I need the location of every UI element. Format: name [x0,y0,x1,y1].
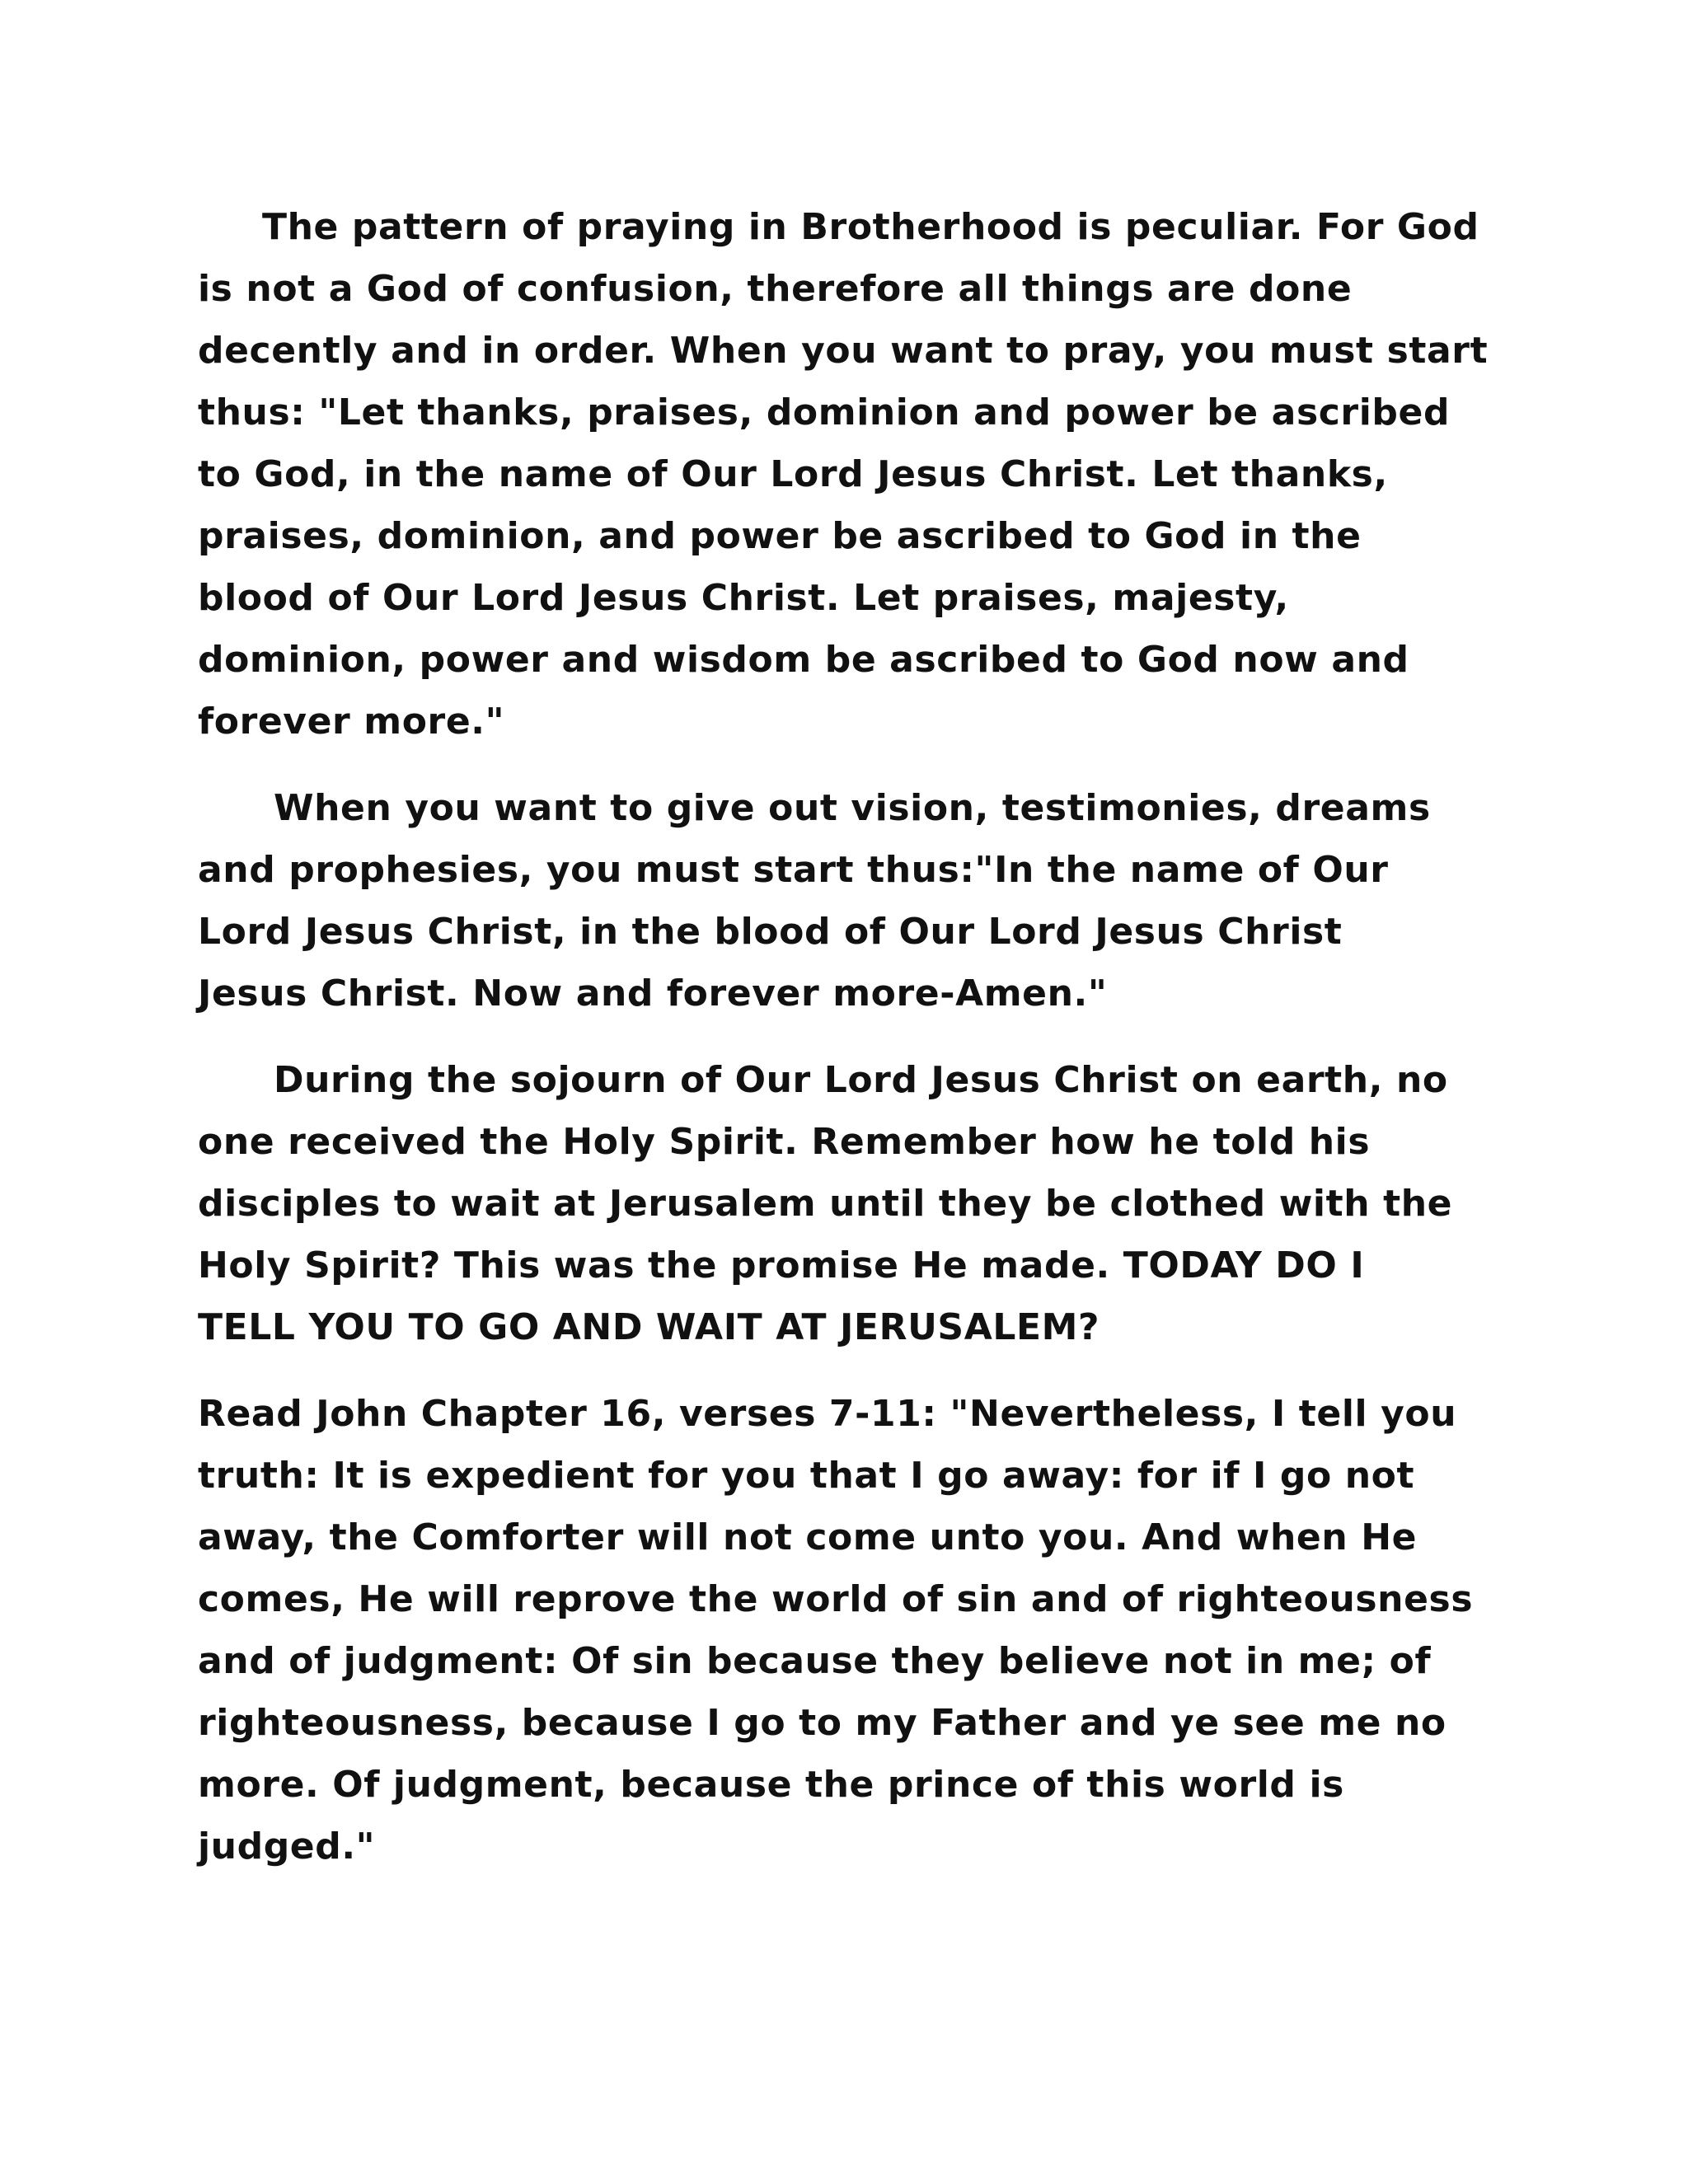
text-line: and of judgment: Of sin because they believe not in me; of [198,1640,1432,1682]
text-line: praises, dominion, and power be ascribed to God in the [198,515,1362,557]
text-line: Holy Spirit? This was the promise He made. TODAY DO I [198,1244,1365,1286]
text-line: forever more." [198,701,505,743]
text-line: righteousness, because I go to my Father and ye see me no [198,1702,1447,1744]
document-page [198,196,1489,1877]
text-line: dominion, power and wisdom be ascribed to God now and [198,639,1409,681]
text-line: and prophesies, you must start thus:"In the name of Our [198,849,1389,891]
text-line: truth: It is expedient for you that I go away: for if I go not [198,1455,1415,1497]
text-line: judged." [198,1825,376,1868]
text-line: The pattern of praying in Brotherhood is peculiar. For God [262,206,1479,248]
paragraph-holy-spirit [198,1049,1484,1358]
text-line: away, the Comforter will not come unto you. And when He [198,1516,1418,1558]
text-line: is not a God of confusion, therefore all things are done [198,268,1353,310]
text-line: Read John Chapter 16, verses 7-11: "Nevertheless, I tell you [198,1393,1457,1435]
text-line: comes, He will reprove the world of sin and of righteousness [198,1578,1474,1620]
paragraph-prayer-pattern [198,196,1489,752]
text-line: more. Of judgment, because the prince of this world is [198,1764,1344,1806]
text-line: one received the Holy Spirit. Remember how he told his [198,1121,1371,1163]
paragraph-visions [198,777,1484,1024]
paragraph-scripture-quote [198,1383,1484,1877]
text-line: blood of Our Lord Jesus Christ. Let praises, majesty, [198,577,1289,619]
text-line: decently and in order. When you want to pray, you must start [198,330,1489,372]
text-line: During the sojourn of Our Lord Jesus Christ on earth, no [274,1059,1448,1101]
text-line: to God, in the name of Our Lord Jesus Christ. Let thanks, [198,453,1388,495]
text-line: Lord Jesus Christ, in the blood of Our Lord Jesus Christ [198,911,1343,953]
text-line: thus: "Let thanks, praises, dominion and power be ascribed [198,391,1451,434]
text-line: TELL YOU TO GO AND WAIT AT JERUSALEM? [198,1306,1100,1348]
text-line: Jesus Christ. Now and forever more-Amen." [198,972,1108,1015]
text-line: When you want to give out vision, testimonies, dreams [274,787,1431,829]
text-line: disciples to wait at Jerusalem until they be clothed with the [198,1183,1453,1225]
